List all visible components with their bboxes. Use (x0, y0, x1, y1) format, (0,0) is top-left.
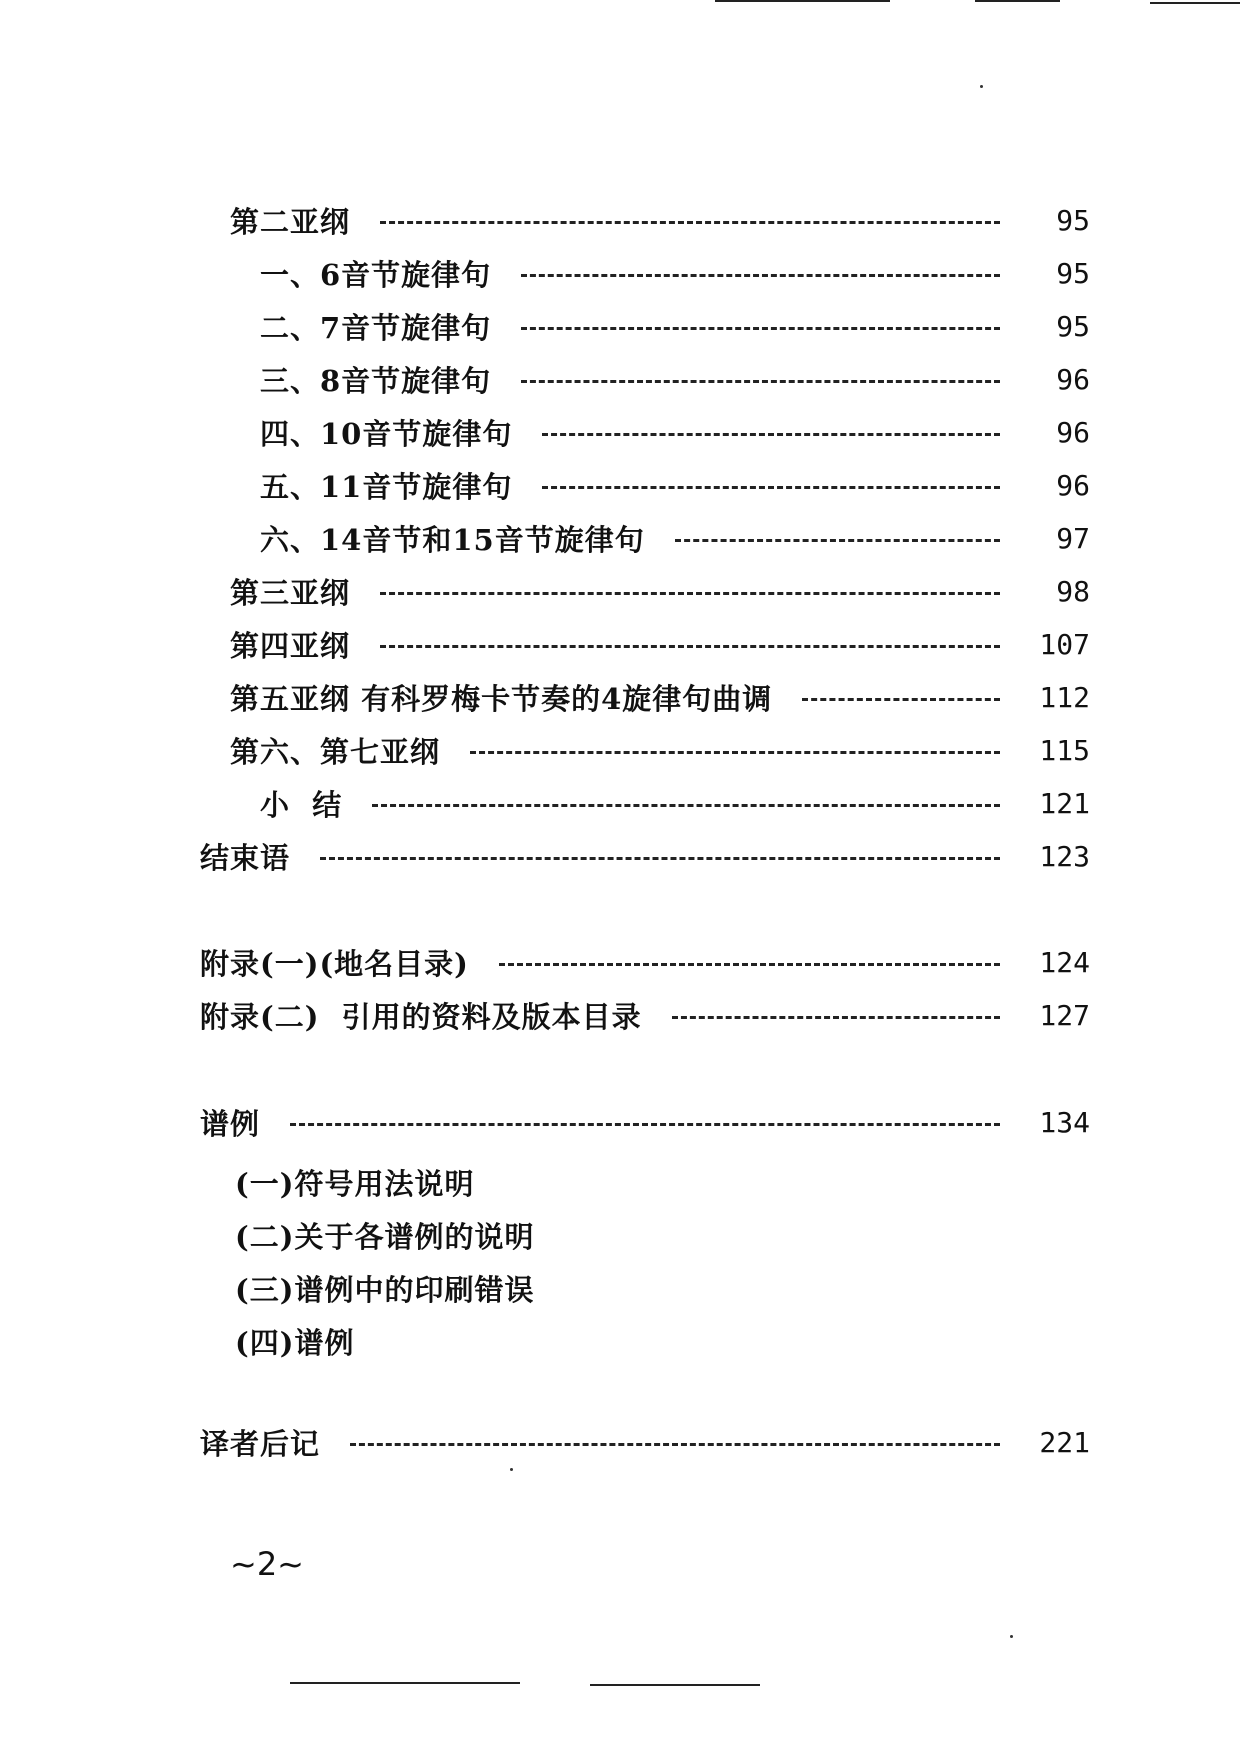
toc-entry-page: 124 (1039, 945, 1090, 979)
toc-leader-dashes (521, 327, 1000, 330)
toc-subentry: (三)谱例中的印刷错误 (235, 1272, 535, 1307)
toc-leader-dashes (372, 804, 1000, 807)
toc-entry (260, 781, 1090, 825)
toc-entry-title: 谱例 (200, 1106, 261, 1141)
toc-entry (260, 463, 1090, 507)
toc-entry-title: 附录(二) 引用的资料及版本目录 (200, 999, 642, 1034)
toc-entry-page: 127 (1039, 998, 1090, 1032)
toc-entry-title: 第五亚纲 有科罗梅卡节奏的4旋律句曲调 (230, 681, 773, 716)
toc-entry-title: 五、11音节旋律句 (260, 469, 513, 504)
toc-leader-dashes (470, 751, 1000, 754)
toc-entry (260, 410, 1090, 454)
toc-entry (230, 728, 1090, 772)
toc-entry-title: 小 结 (260, 787, 343, 822)
toc-entry-title: 一、6音节旋律句 (260, 257, 492, 292)
toc-entry-page: 97 (1056, 521, 1090, 555)
scan-artifact-line (590, 1684, 760, 1686)
toc-leader-dashes (542, 486, 1000, 489)
toc-entry-page: 115 (1039, 733, 1090, 767)
toc-entry-page: 221 (1039, 1425, 1090, 1459)
toc-leader-dashes (499, 963, 1000, 966)
toc-entry (200, 1420, 1090, 1464)
toc-leader-dashes (521, 274, 1000, 277)
toc-entry-title: 第四亚纲 (230, 628, 351, 663)
toc-entry-title: 六、14音节和15音节旋律句 (260, 522, 645, 557)
toc-entry (260, 516, 1090, 560)
toc-entry-title: 附录(一)(地名目录) (200, 946, 469, 981)
toc-leader-dashes (350, 1443, 1000, 1446)
toc-entry (230, 569, 1090, 613)
scan-speck (510, 1468, 513, 1471)
toc-leader-dashes (320, 857, 1000, 860)
scan-artifact-line (1150, 2, 1240, 4)
toc-leader-dashes (802, 698, 1000, 701)
toc-entry (200, 834, 1090, 878)
toc-entry-page: 107 (1039, 627, 1090, 661)
toc-entry-title: 第六、第七亚纲 (230, 734, 441, 769)
toc-subentry: (一)符号用法说明 (235, 1166, 475, 1201)
toc-entry (260, 304, 1090, 348)
toc-entry-title: 二、7音节旋律句 (260, 310, 492, 345)
toc-leader-dashes (380, 221, 1000, 224)
scan-artifact-line (715, 0, 890, 2)
toc-subentry: (四)谱例 (235, 1325, 355, 1360)
scan-speck (980, 85, 983, 88)
toc-entry-page: 95 (1056, 309, 1090, 343)
toc-entry-title: 四、10音节旋律句 (260, 416, 513, 451)
toc-entry (200, 940, 1090, 984)
toc-entry-page: 95 (1056, 256, 1090, 290)
toc-entry-page: 98 (1056, 574, 1090, 608)
toc-entry-title: 译者后记 (200, 1426, 321, 1461)
toc-leader-dashes (290, 1123, 1000, 1126)
toc-entry-title: 结束语 (200, 840, 291, 875)
toc-subentry: (二)关于各谱例的说明 (235, 1219, 535, 1254)
toc-entry-page: 96 (1056, 468, 1090, 502)
toc-entry (230, 675, 1090, 719)
toc-entry-page: 96 (1056, 415, 1090, 449)
toc-leader-dashes (675, 539, 1000, 542)
toc-entry (230, 198, 1090, 242)
scan-speck (1010, 1635, 1013, 1638)
toc-entry (260, 357, 1090, 401)
toc-entry-page: 95 (1056, 203, 1090, 237)
toc-entry-page: 96 (1056, 362, 1090, 396)
toc-entry (200, 993, 1090, 1037)
toc-leader-dashes (542, 433, 1000, 436)
toc-entry (230, 622, 1090, 666)
toc-entry-page: 123 (1039, 839, 1090, 873)
toc-entry (200, 1100, 1090, 1144)
toc-entry-title: 第二亚纲 (230, 204, 351, 239)
toc-entry-page: 121 (1039, 786, 1090, 820)
toc-entry-title: 第三亚纲 (230, 575, 351, 610)
toc-entry (260, 251, 1090, 295)
toc-leader-dashes (380, 592, 1000, 595)
scan-artifact-line (975, 0, 1060, 2)
scan-artifact-line (290, 1682, 520, 1684)
toc-entry-page: 112 (1039, 680, 1090, 714)
toc-entry-page: 134 (1039, 1105, 1090, 1139)
page-number: ~2~ (230, 1545, 304, 1583)
toc-leader-dashes (521, 380, 1000, 383)
toc-entry-title: 三、8音节旋律句 (260, 363, 492, 398)
toc-leader-dashes (380, 645, 1000, 648)
toc-leader-dashes (672, 1016, 1000, 1019)
